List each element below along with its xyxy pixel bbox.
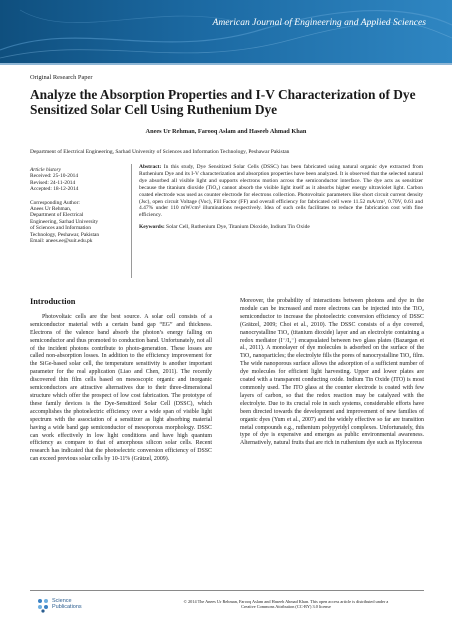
corresponding-email[interactable]: Email: anees.ee@suit.edu.pk xyxy=(30,238,93,245)
revised-date: Revised: 24-11-2014 xyxy=(30,179,76,186)
abstract-label: Abstract: xyxy=(139,164,162,170)
affiliation: Department of Electrical Engineering, Sarhad University of Sciences and Information Technology, Peshawar Pakistan xyxy=(30,149,290,155)
keywords-text: Solar Cell, Ruthenium Dye, Titanium Dioxide, Indium Tin Oxide xyxy=(166,224,310,231)
article-type: Original Research Paper xyxy=(30,74,93,81)
banner-swirl-decoration xyxy=(0,0,452,63)
abstract-section xyxy=(131,164,423,278)
keywords-label: Keywords: xyxy=(139,224,165,231)
journal-banner xyxy=(0,0,452,63)
author-list: Anees Ur Rehman, Farooq Aslam and Haseeb Ahmad Khan xyxy=(145,128,307,135)
footer-divider xyxy=(30,590,424,591)
corresponding-dept: Department of Electrical xyxy=(30,212,84,219)
corresponding-dept-2: Engineering, Sarhad University xyxy=(30,218,99,225)
abstract-paragraph xyxy=(139,164,423,219)
publisher-line-2: Publications xyxy=(52,604,82,611)
received-date: Received: 25-10-2014 xyxy=(30,173,79,180)
history-label: Article history xyxy=(30,167,61,173)
corresponding-label: Corresponding Author: xyxy=(30,199,80,206)
publisher-line-1: Science xyxy=(52,598,72,604)
corresponding-dept-4: Technology, Peshawar, Pakistan xyxy=(30,231,100,238)
copyright-line-1: © 2014 The Anees Ur Rehman, Farooq Aslam and Haseeb Ahmad Khan. This open access article is distributed under a xyxy=(183,599,389,604)
keywords-line xyxy=(139,224,423,230)
intro-left-paragraph: Photovoltaic cells are the best source. A solar cell consists of a semiconductor material with a certain band gap “EG” and thickness. Electrons of the valence band absorb the photon’s energy falling on semiconductor and thus promoted to conduction band. Unfortunately, not all of the incident photons contribute to photo-generation. These losses are called non-absorption losses. In addition to the efficiency improvement for the SiGe-based solar cell, the temperature sensitivity is another important parameter for the real application (Liao and Chen, 2011). The recently discovered thin film cells based on mesoscopic organic and inorganic semiconductors are attractive alternatives due to their three-dimensional structure which offer the prospect of low cost fabrication. The prototype of these family devices is the Dye-Sensitized Solar Cell (DSSC), which accomplishes the photoelectric efficiency over a wide span of visible light spectrum with the association of a sensitizer as light absorbing material having a wide band gap semiconductor of mesoporous morphology. DSSC can work effectively in low light conditions and have high quantum efficiency as compare to that of amorphous silicon solar cells. Recent research has indicated that the photoelectric conversion efficiency of DSSC can exceed previous solar cells by 10-11% (Grätzel, 2009). xyxy=(30,313,212,463)
corresponding-name: Anees Ur Rehman, xyxy=(30,206,72,213)
copyright-notice xyxy=(148,599,424,610)
journal-name: American Journal of Engineering and Applied Sciences xyxy=(212,17,426,28)
paper-title: Analyze the Absorption Properties and I-V Characterization of Dye Sensitized Solar Cell Using Ruthenium Dye xyxy=(30,87,416,117)
introduction-heading: Introduction xyxy=(30,297,76,306)
corresponding-dept-3: of Sciences and Information xyxy=(30,225,91,232)
right-column xyxy=(240,298,424,448)
copyright-line-2: Creative Commons Attribution (CC-BY) 3.0 license xyxy=(241,604,331,610)
article-metadata xyxy=(30,167,125,244)
abstract-text: In this study, Dye Sensitized Solar Cells (DSSC) has been fabricated using natural organic dye extracted from Ruthenium Dye and its I-V characterization and absorption properties have been analyzed. It is observed that the selected natural dye absorbed all visible light and supports electrons motion across the semiconductor interface. The dye acts as sensitizer because the titanium dioxide (TiO₂) cannot absorb the visible light itself as it absorbs higher energy ultraviolet light. Carbon coated electrode was used as counter electrode for electrons collection. Photovoltaic parameters like short circuit current density (Jsc), open circuit Voltage (Voc), Fill Factor (FF) and overall efficiency for fabricated cell were 11.52 mA/cm², 0.70V, 0.61 and 4.47% under 110 mW/cm² illuminations respectively. Idea of such cells facilitates to reduce the fabrication cost with fine efficiency. xyxy=(139,164,424,219)
left-column xyxy=(30,298,212,464)
banner-divider xyxy=(0,63,452,65)
accepted-date: Accepted: 18-12-2014 xyxy=(30,186,79,193)
intro-right-paragraph: Moreover, the probability of interactions between photons and dye in the module can be increased and more electrons can be injected into the TiO₂ semiconductor to increase the photoelectric conversion efficiency of DSSC (Grätzel, 2009; Choi et al., 2010). The DSSC consists of a dye covered, nanocrystalline TiO₂ (titanium dioxide) layer and an electrolyte containing a redox mediator (I⁻/I₃⁻) encapsulated between two glass plates (Bazargan et al., 2011). A monolayer of dye molecules is adsorbed on the surface of the TiO₂ nanoparticles; the electrolyte fills the pores of nanocrystalline TiO₂ film. The wide nanoporous surface allows the adsorption of a sufficient number of dye molecules for efficient light harvesting. Upper and lower plates are coated with a transparent conducting oxide. Indium Tin Oxide (ITO) is most commonly used. The ITO glass at the counter electrode is coated with few layers of carbon, so that the redox reaction may be catalyzed with the electrolyte. Due to its crucial role in such systems, considerable efforts have been directed towards the development and improvement of new families of organic dyes (Yum et al., 2007) and the widely effective so far are transition metal compounds e.g., ruthenium polypyridyl complexes. Unfortunately, this type of dye is expensive and emerges as public environmental awareness. Alternatively, natural fruits that are rich in ruthenium dye such as Hylocereus xyxy=(240,298,424,447)
publisher-name xyxy=(52,598,82,610)
science-publications-logo-icon xyxy=(36,597,50,613)
